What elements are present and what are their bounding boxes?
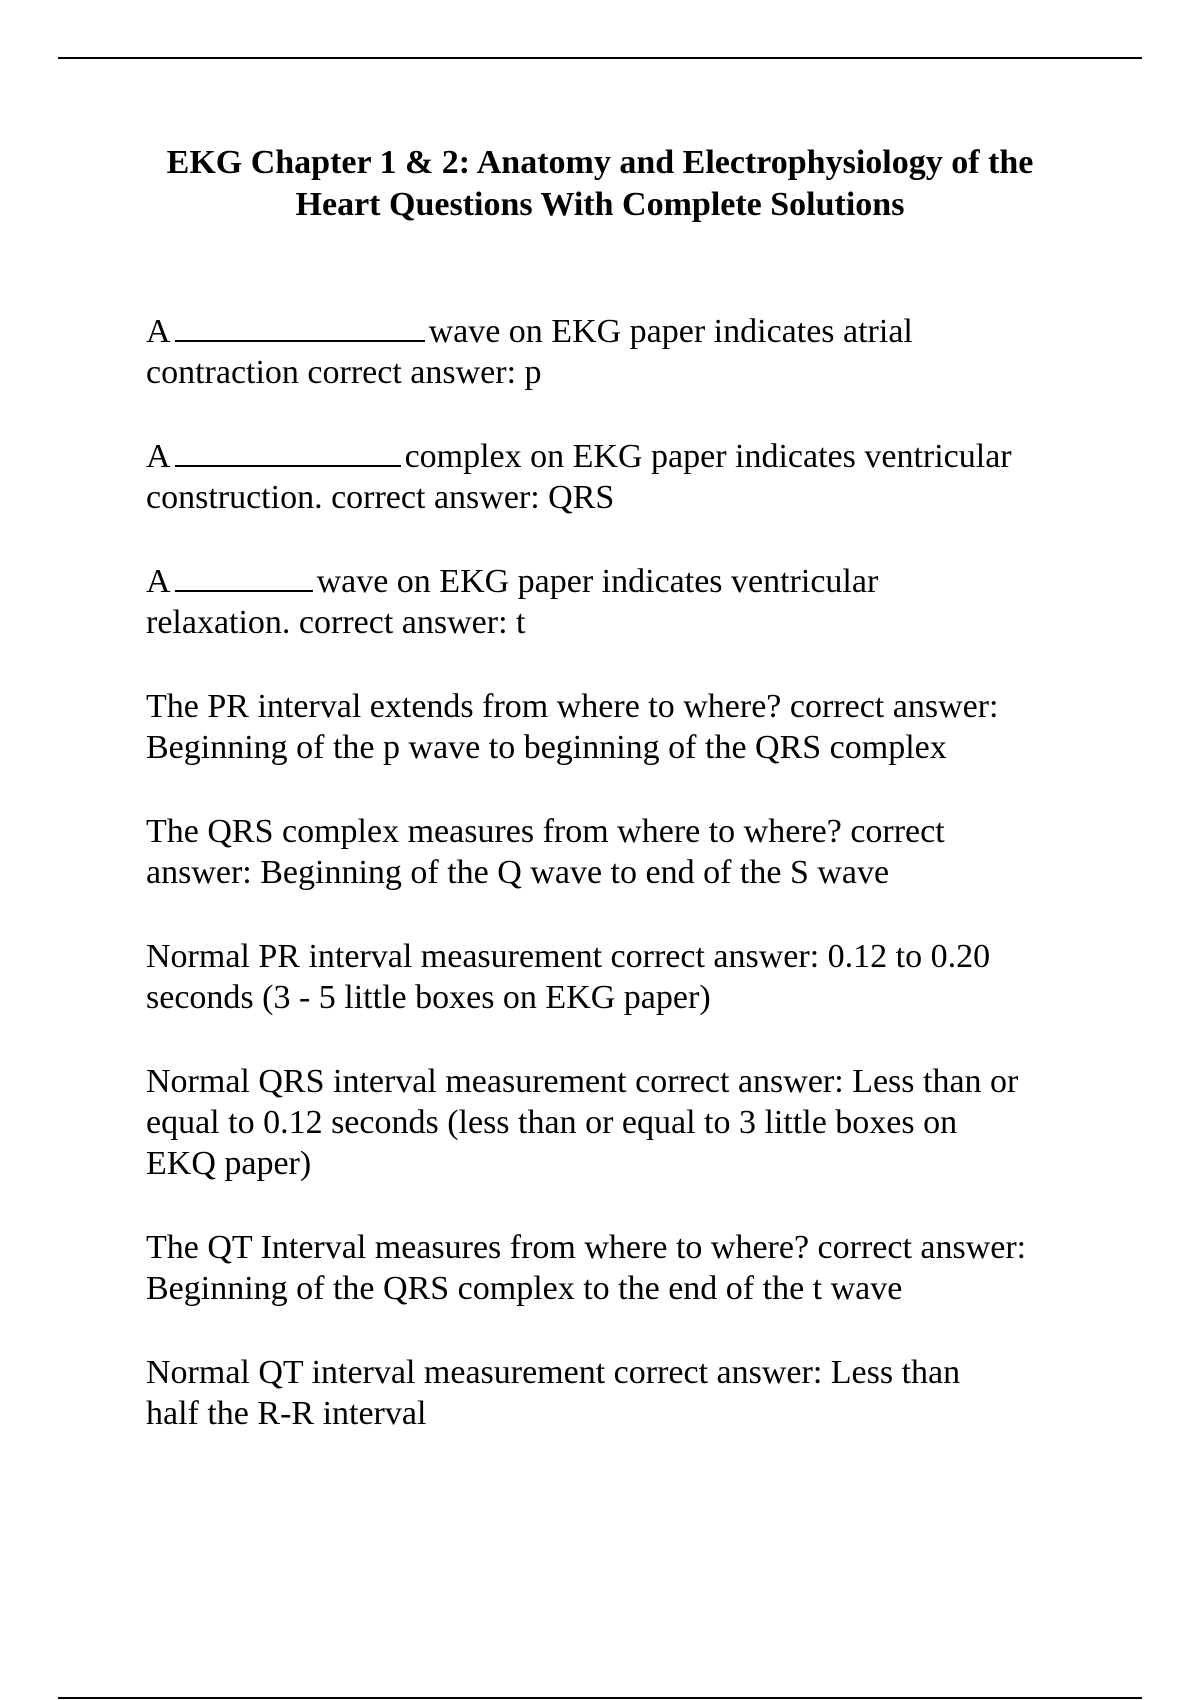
question-item-2 bbox=[146, 436, 1106, 518]
question-line: Normal QRS interval measurement correct answer: Less than or bbox=[146, 1063, 1019, 1100]
question-list bbox=[146, 311, 1106, 1477]
question-line bbox=[146, 311, 1106, 352]
question-text: wave on EKG paper indicates atrial bbox=[428, 313, 913, 350]
question-line: The PR interval extends from where to where? correct answer: bbox=[146, 688, 999, 725]
question-line: The QT Interval measures from where to where? correct answer: bbox=[146, 1229, 1027, 1266]
answer-line: Beginning of the p wave to beginning of the QRS complex bbox=[146, 729, 947, 766]
answer-line: Beginning of the QRS complex to the end of the t wave bbox=[146, 1270, 903, 1307]
question-line: Normal PR interval measurement correct answer: 0.12 to 0.20 bbox=[146, 938, 991, 975]
answer-blank bbox=[175, 339, 425, 342]
answer-line: half the R-R interval bbox=[146, 1395, 427, 1432]
answer-line: relaxation. correct answer: t bbox=[146, 604, 526, 641]
question-line: Normal QT interval measurement correct answer: Less than bbox=[146, 1354, 961, 1391]
question-prefix: A bbox=[146, 313, 171, 350]
question-text: wave on EKG paper indicates ventricular bbox=[316, 563, 879, 600]
question-item-7 bbox=[146, 1061, 1106, 1184]
answer-line: construction. correct answer: QRS bbox=[146, 479, 615, 516]
question-line bbox=[146, 561, 1106, 602]
answer-blank bbox=[175, 464, 401, 467]
title-line-1: EKG Chapter 1 & 2: Anatomy and Electrophysiology of the bbox=[166, 144, 1034, 181]
answer-line: seconds (3 - 5 little boxes on EKG paper) bbox=[146, 979, 711, 1016]
answer-line: contraction correct answer: p bbox=[146, 354, 542, 391]
question-prefix: A bbox=[146, 438, 171, 475]
question-line bbox=[146, 436, 1106, 477]
question-line: The QRS complex measures from where to where? correct bbox=[146, 813, 945, 850]
top-rule bbox=[58, 57, 1142, 59]
answer-line: answer: Beginning of the Q wave to end of the S wave bbox=[146, 854, 890, 891]
answer-blank bbox=[175, 589, 313, 592]
question-item-3 bbox=[146, 561, 1106, 643]
question-item-8 bbox=[146, 1227, 1106, 1309]
answer-line: EKQ paper) bbox=[146, 1145, 312, 1182]
question-item-5 bbox=[146, 811, 1106, 893]
question-item-1 bbox=[146, 311, 1106, 393]
question-item-9 bbox=[146, 1352, 1106, 1434]
question-text: complex on EKG paper indicates ventricular bbox=[404, 438, 1012, 475]
question-item-6 bbox=[146, 936, 1106, 1018]
question-item-4 bbox=[146, 686, 1106, 768]
question-prefix: A bbox=[146, 563, 171, 600]
answer-line: equal to 0.12 seconds (less than or equal to 3 little boxes on bbox=[146, 1104, 958, 1141]
bottom-rule bbox=[58, 1697, 1142, 1699]
document-title bbox=[120, 142, 1080, 226]
title-line-2: Heart Questions With Complete Solutions bbox=[295, 186, 905, 223]
